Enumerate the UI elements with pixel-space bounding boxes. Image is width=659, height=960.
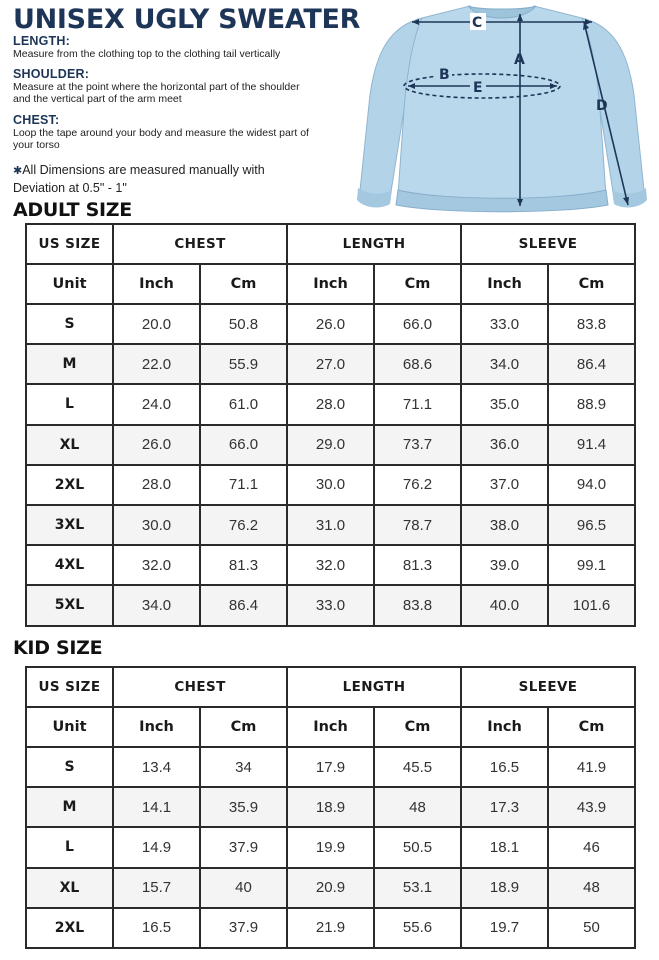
measure-length — [13, 34, 353, 60]
chest-cm-cell: 50.8 — [200, 304, 287, 344]
kid-size-table — [25, 666, 636, 949]
measurement-note — [13, 162, 343, 197]
measure-chest — [13, 113, 323, 151]
chest-cm-cell: 61.0 — [200, 384, 287, 424]
length-inch-cell: 31.0 — [287, 505, 374, 545]
chest-inch-cell: 22.0 — [113, 344, 200, 384]
table-row — [26, 747, 635, 787]
length-cm-cell: 45.5 — [374, 747, 461, 787]
units-row — [26, 264, 635, 304]
length-cm-cell: 55.6 — [374, 908, 461, 948]
adult-size-title: ADULT SIZE — [13, 199, 132, 221]
table-row — [26, 465, 635, 505]
sleeve-inch-unit: Inch — [461, 264, 548, 304]
sleeve-cm-cell: 101.6 — [548, 585, 635, 625]
size-label-cell: 2XL — [26, 908, 113, 948]
size-label-cell: XL — [26, 868, 113, 908]
chest-inch-cell: 26.0 — [113, 425, 200, 465]
measure-shoulder — [13, 67, 303, 105]
sleeve-cm-cell: 48 — [548, 868, 635, 908]
sleeve-cm-cell: 94.0 — [548, 465, 635, 505]
sleeve-cm-cell: 91.4 — [548, 425, 635, 465]
sleeve-inch-cell: 18.1 — [461, 827, 548, 867]
length-inch-cell: 32.0 — [287, 545, 374, 585]
size-label-cell: 2XL — [26, 465, 113, 505]
sleeve-inch-cell: 34.0 — [461, 344, 548, 384]
sleeve-inch-cell: 33.0 — [461, 304, 548, 344]
length-cm-cell: 83.8 — [374, 585, 461, 625]
sleeve-inch-cell: 35.0 — [461, 384, 548, 424]
size-label-cell: XL — [26, 425, 113, 465]
length-inch-cell: 17.9 — [287, 747, 374, 787]
size-label-cell: 4XL — [26, 545, 113, 585]
length-cm-cell: 53.1 — [374, 868, 461, 908]
sleeve-cm-cell: 41.9 — [548, 747, 635, 787]
chest-cm-cell: 66.0 — [200, 425, 287, 465]
chest-inch-cell: 15.7 — [113, 868, 200, 908]
header-sleeve: SLEEVE — [461, 224, 635, 264]
asterisk-icon: ✱ — [13, 165, 23, 177]
table-row — [26, 505, 635, 545]
sleeve-inch-cell: 37.0 — [461, 465, 548, 505]
length-cm-cell: 81.3 — [374, 545, 461, 585]
size-label-cell: M — [26, 344, 113, 384]
chest-cm-cell: 34 — [200, 747, 287, 787]
length-inch-cell: 21.9 — [287, 908, 374, 948]
sleeve-cm-unit: Cm — [548, 264, 635, 304]
length-inch-cell: 28.0 — [287, 384, 374, 424]
length-cm-cell: 50.5 — [374, 827, 461, 867]
sleeve-inch-cell: 17.3 — [461, 787, 548, 827]
sleeve-inch-cell: 19.7 — [461, 908, 548, 948]
sleeve-cm-unit: Cm — [548, 707, 635, 747]
table-header-row — [26, 224, 635, 264]
sleeve-cm-cell: 96.5 — [548, 505, 635, 545]
measure-chest-label: CHEST: — [13, 113, 60, 127]
length-cm-unit: Cm — [374, 707, 461, 747]
length-cm-cell: 73.7 — [374, 425, 461, 465]
chest-cm-cell: 40 — [200, 868, 287, 908]
chest-cm-unit: Cm — [200, 707, 287, 747]
units-row — [26, 707, 635, 747]
table-row — [26, 908, 635, 948]
chest-cm-cell: 37.9 — [200, 908, 287, 948]
label-d: D — [596, 98, 608, 114]
size-label-cell: 3XL — [26, 505, 113, 545]
length-inch-cell: 20.9 — [287, 868, 374, 908]
chest-cm-cell: 81.3 — [200, 545, 287, 585]
label-a: A — [514, 52, 525, 68]
sleeve-inch-cell: 36.0 — [461, 425, 548, 465]
header-sleeve: SLEEVE — [461, 667, 635, 707]
chest-inch-cell: 30.0 — [113, 505, 200, 545]
chest-inch-cell: 24.0 — [113, 384, 200, 424]
table-row — [26, 585, 635, 625]
note-line-2: Deviation at 0.5" - 1" — [13, 181, 127, 195]
header-us-size: US SIZE — [26, 667, 113, 707]
length-inch-cell: 18.9 — [287, 787, 374, 827]
page-title: UNISEX UGLY SWEATER — [13, 4, 361, 35]
table-header-row — [26, 667, 635, 707]
chest-inch-cell: 14.1 — [113, 787, 200, 827]
header-chest: CHEST — [113, 667, 287, 707]
sleeve-inch-cell: 40.0 — [461, 585, 548, 625]
sleeve-cm-cell: 83.8 — [548, 304, 635, 344]
chest-inch-cell: 28.0 — [113, 465, 200, 505]
chest-cm-cell: 55.9 — [200, 344, 287, 384]
kid-size-title: KID SIZE — [13, 637, 103, 659]
chest-inch-unit: Inch — [113, 264, 200, 304]
label-e: E — [473, 80, 483, 96]
chest-cm-cell: 35.9 — [200, 787, 287, 827]
header-us-size: US SIZE — [26, 224, 113, 264]
sleeve-inch-cell: 16.5 — [461, 747, 548, 787]
table-row — [26, 787, 635, 827]
length-cm-cell: 78.7 — [374, 505, 461, 545]
size-label-cell: S — [26, 747, 113, 787]
sleeve-cm-cell: 86.4 — [548, 344, 635, 384]
sleeve-inch-cell: 38.0 — [461, 505, 548, 545]
chest-inch-cell: 34.0 — [113, 585, 200, 625]
length-inch-unit: Inch — [287, 264, 374, 304]
table-row — [26, 304, 635, 344]
length-inch-cell: 29.0 — [287, 425, 374, 465]
chest-cm-cell: 71.1 — [200, 465, 287, 505]
size-label-cell: S — [26, 304, 113, 344]
chest-cm-cell: 76.2 — [200, 505, 287, 545]
measure-shoulder-desc: Measure at the point where the horizontal part of the shoulder and the vertical part of the arm meet — [13, 81, 300, 105]
size-label-cell: L — [26, 827, 113, 867]
sleeve-cm-cell: 50 — [548, 908, 635, 948]
sleeve-inch-unit: Inch — [461, 707, 548, 747]
measure-chest-desc: Loop the tape around your body and measure the widest part of your torso — [13, 127, 309, 151]
sleeve-inch-cell: 39.0 — [461, 545, 548, 585]
chest-inch-cell: 16.5 — [113, 908, 200, 948]
length-cm-cell: 68.6 — [374, 344, 461, 384]
chest-cm-cell: 37.9 — [200, 827, 287, 867]
length-inch-cell: 26.0 — [287, 304, 374, 344]
sweater-diagram — [352, 0, 652, 215]
chest-cm-unit: Cm — [200, 264, 287, 304]
length-inch-cell: 30.0 — [287, 465, 374, 505]
label-b: B — [439, 67, 450, 83]
length-cm-cell: 48 — [374, 787, 461, 827]
chest-inch-cell: 32.0 — [113, 545, 200, 585]
header-length: LENGTH — [287, 667, 461, 707]
table-row — [26, 545, 635, 585]
measure-shoulder-label: SHOULDER: — [13, 67, 90, 81]
table-row — [26, 384, 635, 424]
note-line-1: All Dimensions are measured manually with — [22, 163, 265, 177]
chest-inch-cell: 13.4 — [113, 747, 200, 787]
sleeve-cm-cell: 99.1 — [548, 545, 635, 585]
table-row — [26, 425, 635, 465]
sleeve-cm-cell: 46 — [548, 827, 635, 867]
unit-label: Unit — [26, 707, 113, 747]
unit-label: Unit — [26, 264, 113, 304]
length-inch-cell: 33.0 — [287, 585, 374, 625]
length-inch-cell: 19.9 — [287, 827, 374, 867]
size-label-cell: L — [26, 384, 113, 424]
label-c: C — [472, 15, 483, 31]
table-row — [26, 827, 635, 867]
adult-size-table — [25, 223, 636, 627]
table-row — [26, 344, 635, 384]
sleeve-cm-cell: 43.9 — [548, 787, 635, 827]
length-cm-cell: 71.1 — [374, 384, 461, 424]
measure-length-label: LENGTH: — [13, 34, 70, 48]
length-inch-cell: 27.0 — [287, 344, 374, 384]
table-row — [26, 868, 635, 908]
chest-inch-unit: Inch — [113, 707, 200, 747]
header-chest: CHEST — [113, 224, 287, 264]
size-label-cell: M — [26, 787, 113, 827]
chest-inch-cell: 20.0 — [113, 304, 200, 344]
length-inch-unit: Inch — [287, 707, 374, 747]
size-label-cell: 5XL — [26, 585, 113, 625]
length-cm-cell: 76.2 — [374, 465, 461, 505]
chest-cm-cell: 86.4 — [200, 585, 287, 625]
sleeve-cm-cell: 88.9 — [548, 384, 635, 424]
length-cm-cell: 66.0 — [374, 304, 461, 344]
header-length: LENGTH — [287, 224, 461, 264]
length-cm-unit: Cm — [374, 264, 461, 304]
measure-length-desc: Measure from the clothing top to the clothing tail vertically — [13, 48, 281, 60]
chest-inch-cell: 14.9 — [113, 827, 200, 867]
sleeve-inch-cell: 18.9 — [461, 868, 548, 908]
